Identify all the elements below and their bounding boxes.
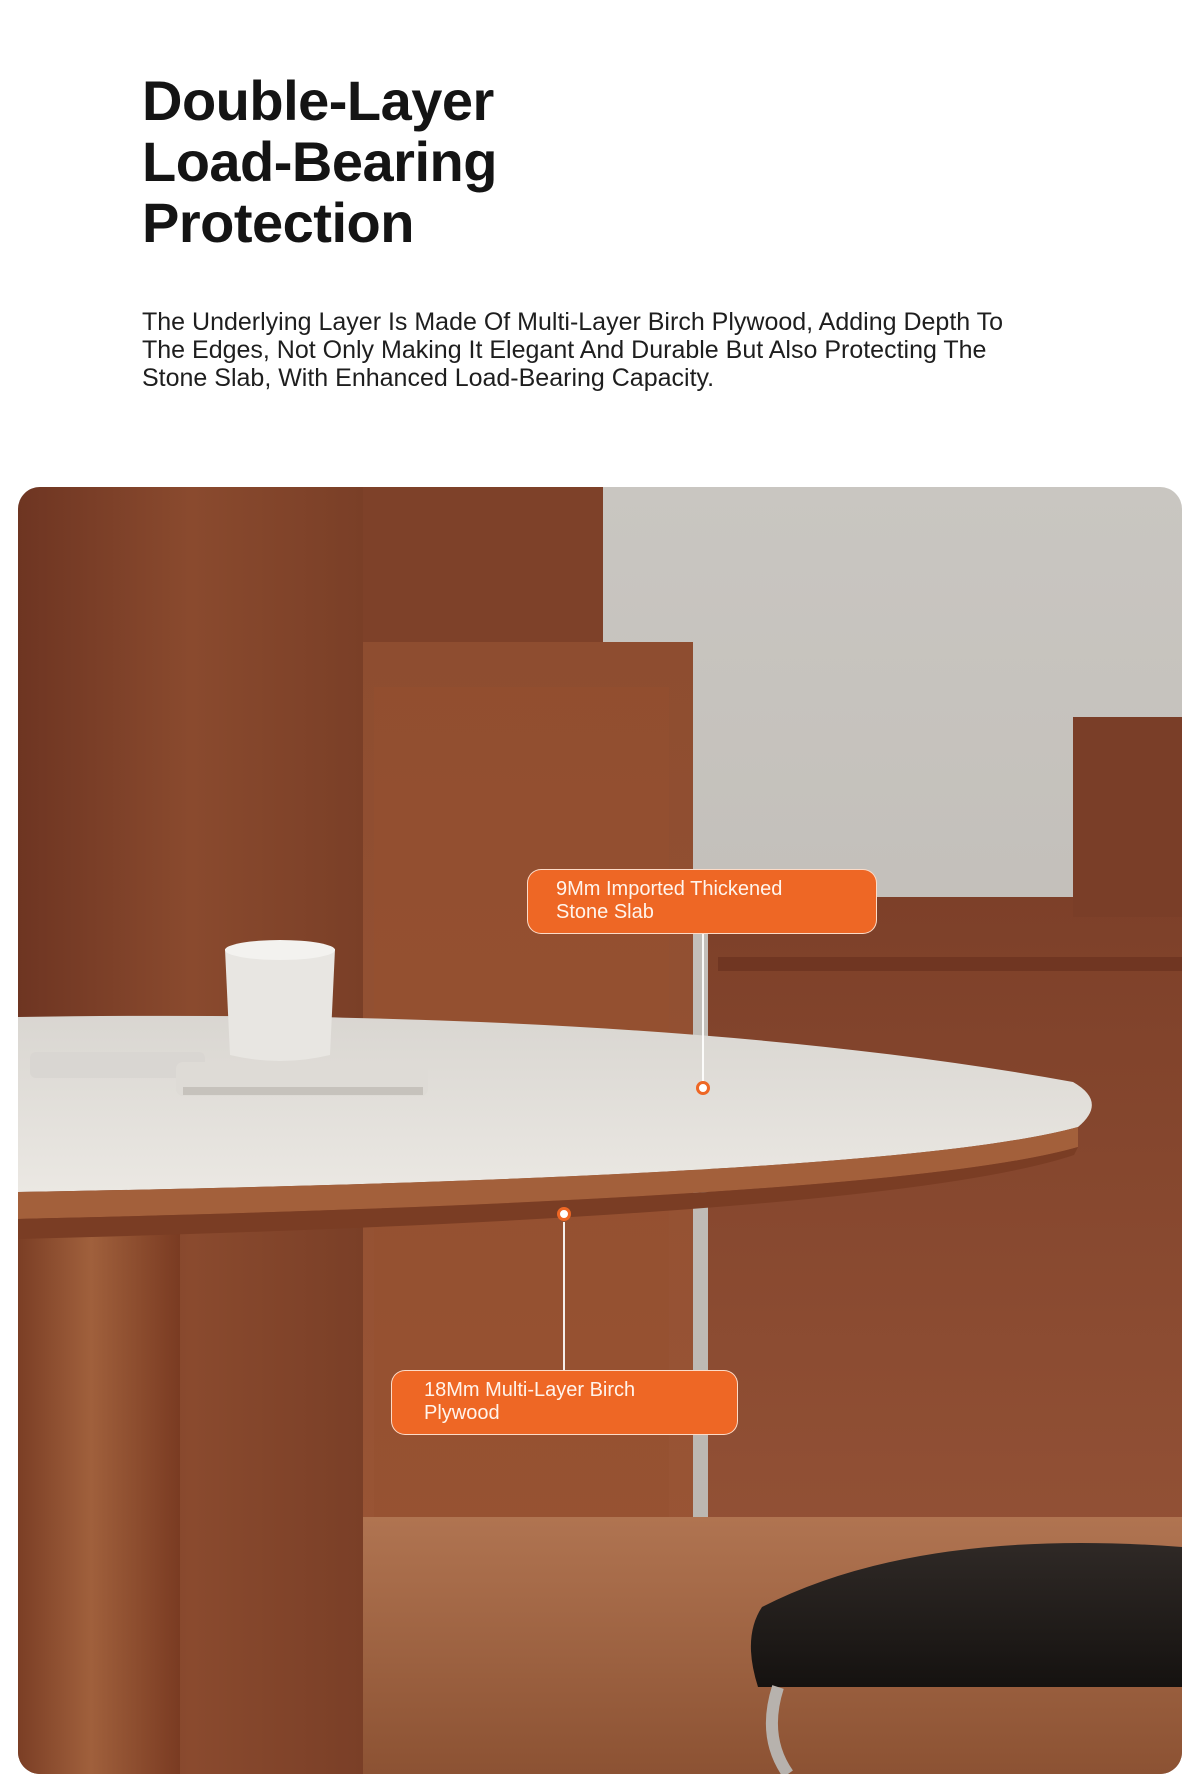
page-title: [142, 70, 497, 253]
plywood-leader-line: [563, 1222, 565, 1370]
plywood-callout-line-1: 18Mm Multi-Layer Birch: [424, 1379, 636, 1401]
plywood-marker-dot: [557, 1207, 571, 1221]
stone-slab-callout-line-2: Stone Slab: [556, 901, 654, 923]
stone-slab-marker-dot: [696, 1081, 710, 1095]
description-text: The Underlying Layer Is Made Of Multi-Layer Birch Plywood, Adding Depth To The Edges, Not Only Making It Elegant And Durable But Also Protecting The Stone Slab, With Enhanced Load-Bearing Capacity.: [142, 308, 1004, 392]
stone-slab-callout-line-1: 9Mm Imported Thickened: [556, 878, 783, 900]
title-line-2: Load-Bearing: [142, 130, 497, 193]
stone-slab-callout: [527, 869, 877, 934]
plywood-callout: [391, 1370, 738, 1435]
plywood-callout-line-2: Plywood: [424, 1402, 500, 1424]
title-line-1: Double-Layer: [142, 69, 494, 132]
stone-slab-leader-line: [702, 934, 704, 1088]
title-line-3: Protection: [142, 191, 414, 254]
dining-table-photo: [18, 487, 1182, 1774]
